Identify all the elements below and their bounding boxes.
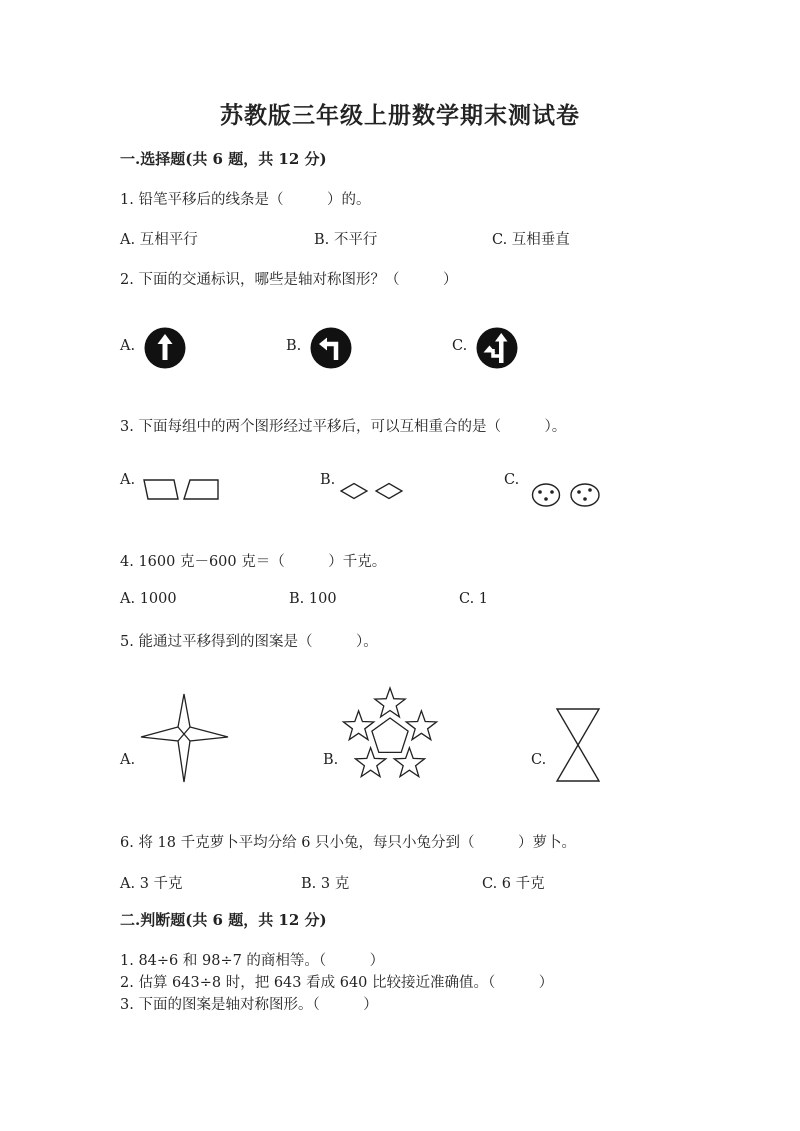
q3-option-b: B. bbox=[320, 472, 336, 488]
q6-option-a: A. 3 千克 bbox=[120, 876, 183, 892]
q4-option-a: A. 1000 bbox=[120, 591, 177, 607]
q4-option-b: B. 100 bbox=[289, 591, 337, 607]
q1-option-b: B. 不平行 bbox=[314, 232, 378, 248]
q3-option-a: A. bbox=[120, 472, 136, 488]
pentagon-shape bbox=[372, 718, 408, 752]
q4-option-c: C. 1 bbox=[459, 591, 489, 607]
trapezoid-pair-icon bbox=[142, 478, 222, 502]
arrow-up-sign-icon bbox=[144, 327, 186, 369]
judgement-item-3: 3. 下面的图案是轴对称图形。（ ） bbox=[120, 997, 378, 1013]
q3-option-c: C. bbox=[504, 472, 520, 488]
q5-option-b: B. bbox=[323, 752, 339, 768]
q5-option-a: A. bbox=[120, 752, 136, 768]
question-1: 1. 铅笔平移后的线条是（ ）的。 bbox=[120, 192, 371, 208]
straight-or-left-sign-icon bbox=[476, 327, 518, 369]
section-heading-choice: 一.选择题(共 6 题，共 12 分) bbox=[120, 150, 327, 168]
question-4: 4. 1600 克－600 克＝（ ）千克。 bbox=[120, 554, 387, 570]
page-title: 苏教版三年级上册数学期末测试卷 bbox=[220, 102, 580, 129]
question-2: 2. 下面的交通标识，哪些是轴对称图形？（ ） bbox=[120, 272, 458, 288]
dotted-circle-pair-icon bbox=[531, 482, 603, 508]
q6-option-c: C. 6 千克 bbox=[482, 876, 545, 892]
question-5: 5. 能通过平移得到的图案是（ ）。 bbox=[120, 634, 378, 650]
pentagon-with-stars-icon bbox=[340, 688, 440, 780]
star-shape bbox=[375, 688, 405, 717]
judgement-item-2: 2. 估算 643÷8 时，把 643 看成 640 比较接近准确值。（ ） bbox=[120, 975, 554, 991]
turn-left-sign-icon bbox=[310, 327, 352, 369]
judgement-item-1: 1. 84÷6 和 98÷7 的商相等。（ ） bbox=[120, 953, 385, 969]
q1-option-a: A. 互相平行 bbox=[120, 232, 198, 248]
star-shape bbox=[406, 711, 436, 740]
q6-option-b: B. 3 克 bbox=[301, 876, 350, 892]
q5-option-c: C. bbox=[531, 752, 547, 768]
question-3: 3. 下面每组中的两个图形经过平移后，可以互相重合的是（ ）。 bbox=[120, 419, 567, 435]
q2-option-b: B. bbox=[286, 338, 302, 354]
star-shape bbox=[343, 711, 373, 740]
question-6: 6. 将 18 千克萝卜平均分给 6 只小兔，每只小兔分到（ ）萝卜。 bbox=[120, 835, 577, 851]
section-heading-judgement: 二.判断题(共 6 题，共 12 分) bbox=[120, 911, 327, 929]
hourglass-icon bbox=[555, 707, 601, 783]
q2-option-c: C. bbox=[452, 338, 468, 354]
q2-option-a: A. bbox=[120, 338, 136, 354]
four-point-star-icon bbox=[140, 692, 230, 784]
q1-option-c: C. 互相垂直 bbox=[492, 232, 570, 248]
diamond-pair-icon bbox=[340, 482, 406, 500]
